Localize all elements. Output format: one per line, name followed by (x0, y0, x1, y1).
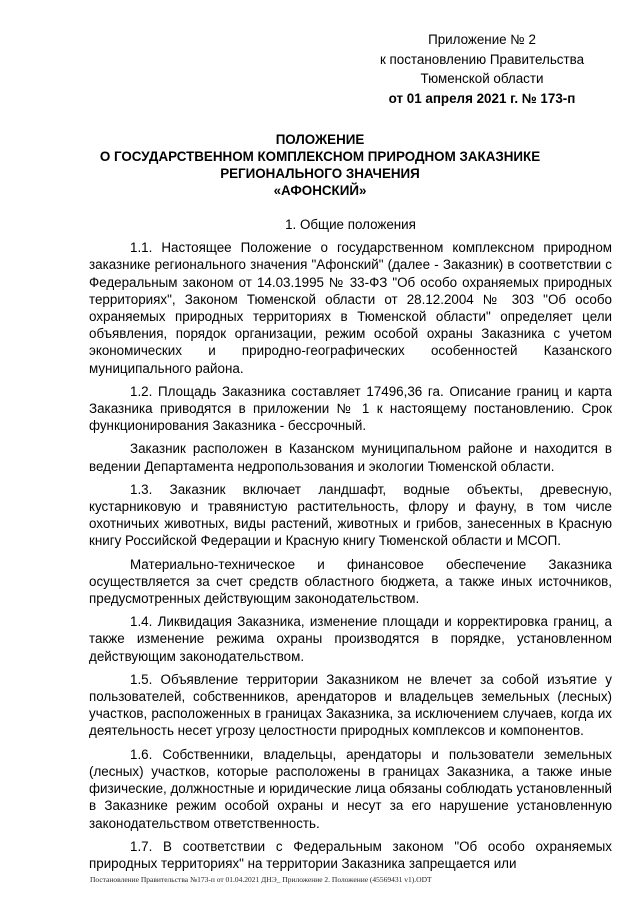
paragraph-funding: Материально-техническое и финансовое обеспечение Заказника осуществляется за счет средств областного бюджета, а также иных источников, предусмотренных действующим законодательством. (89, 556, 612, 607)
heading-line-2: О ГОСУДАРСТВЕННОМ КОМПЛЕКСНОМ ПРИРОДНОМ ЗАКАЗНИКЕ (99, 149, 541, 164)
heading-line-1: ПОЛОЖЕНИЕ (275, 132, 365, 147)
paragraph-1-7: 1.7. В соответствии с Федеральным законом "Об особо охраняемых природных территориях" на территории Заказника запрещается или (89, 838, 612, 871)
appendix-number: Приложение № 2 (428, 32, 536, 47)
appendix-date-number: от 01 апреля 2021 г. № 173-п (388, 90, 576, 106)
appendix-to-resolution: к постановлению Правительства (379, 51, 585, 67)
document-heading (80, 131, 560, 199)
paragraph-1-6: 1.6. Собственники, владельцы, арендаторы и пользователи земельных (лесных) участков, которые расположены в границах Заказника, а также иные физические, должностные и юридические лица обязаны соблюдать установленный в Заказнике режим особой охраны и несут за его нарушение установленную законодательством ответственность. (89, 746, 612, 831)
heading-line-4: «АФОНСКИЙ» (273, 183, 367, 198)
paragraph-1-3: 1.3. Заказник включает ландшафт, водные объекты, древесную, кустарниковую и травянистую растительность, флору и фауну, в том числе охотничьих животных, виды растений, животных и грибов, занесенных в Красную книгу Российской Федерации и Красную книгу Тюменской области и МСОП. (89, 481, 612, 549)
appendix-block (352, 30, 612, 108)
section-title: 1. Общие положения (285, 217, 416, 232)
heading-line-3: РЕГИОНАЛЬНОГО ЗНАЧЕНИЯ (220, 166, 420, 181)
paragraph-1-5: 1.5. Объявление территории Заказником не влечет за собой изъятие у пользователей, собственников, арендаторов и владельцев земельных (лесных) участков, расположенных в границах Заказника, за исключением случаев, когда их деятельность несет угрозу целостности природных комплексов и компонентов. (89, 671, 612, 739)
paragraph-1-2: 1.2. Площадь Заказника составляет 17496,36 га. Описание границ и карта Заказника приводятся в приложении № 1 к настоящему постановлению. Срок функционирования Заказника - бессрочный. (89, 383, 612, 434)
document-body (89, 216, 612, 878)
paragraph-1-1: 1.1. Настоящее Положение о государственном комплексном природном заказнике регионального значения "Афонский" (далее - Заказник) в соответствии с Федеральным законом от 14.03.1995 № 33-ФЗ "Об особо охраняемых природных территориях", Законом Тюменской области от 28.12.2004 № 303 "Об особо охраняемых природных территориях в Тюменской области" определяет цели объявления, порядок организации, режим особой охраны Заказника с учетом экономических и природно-географических особенностей Казанского муниципального района. (89, 240, 612, 376)
paragraph-1-4: 1.4. Ликвидация Заказника, изменение площади и корректировка границ, а также изменение режима охраны производятся в порядке, установленном действующим законодательством. (89, 614, 612, 664)
page-footer: Постановление Правительства №173-п от 01.04.2021 ДНЭ_ Приложение 2. Положение (45569431 v1).ODT (90, 875, 432, 884)
appendix-region: Тюменской области (420, 71, 544, 86)
paragraph-location: Заказник расположен в Казанском муниципальном районе и находится в ведении Департамента недропользования и экологии Тюменской области. (89, 441, 612, 474)
